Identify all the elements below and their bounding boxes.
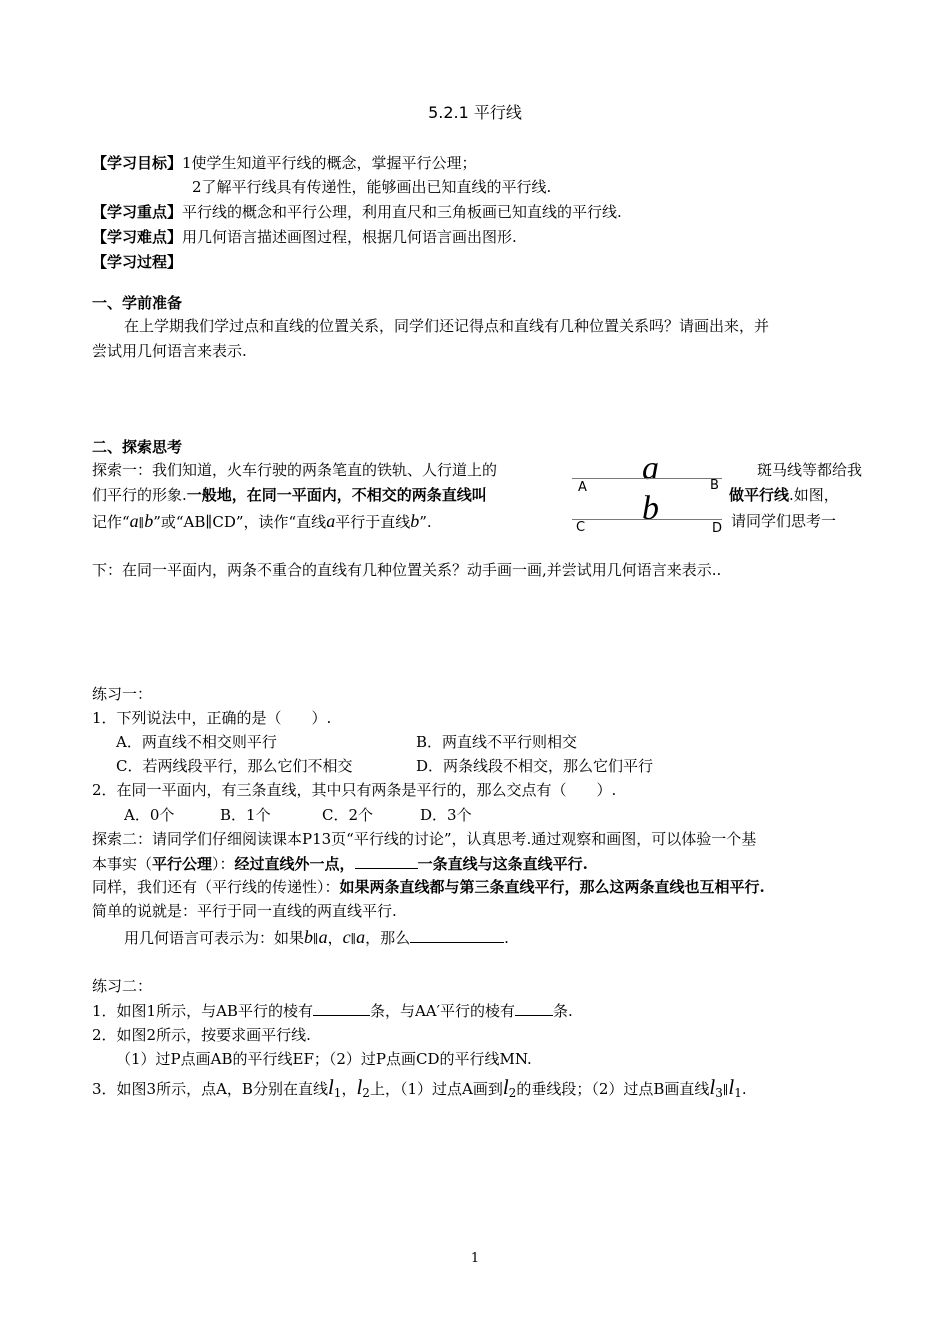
var-l: l xyxy=(356,1075,363,1099)
parallel-definition: 一般地，在同一平面内，不相交的两条直线叫 xyxy=(186,486,487,504)
explore1-line-2-left xyxy=(92,485,487,505)
explore1-line-1-left: 探索一：我们知道，火车行驶的两条笔直的铁轨、人行道上的 xyxy=(92,461,498,479)
difficulties-line xyxy=(92,227,517,247)
difficulties-label: 【学习难点】 xyxy=(92,228,183,246)
text-segment: 平行于直线 xyxy=(335,513,411,531)
objectives-line-1 xyxy=(92,153,477,173)
line-ab xyxy=(572,478,722,479)
practice1-q1-option-a: A．两直线不相交则平行 xyxy=(116,733,277,751)
objective-2: 2了解平行线具有传递性，能够画出已知直线的平行线. xyxy=(192,178,552,196)
difficulties-text: 用几何语言描述画图过程，根据几何语言画出图形. xyxy=(182,228,517,246)
text-segment: ”. xyxy=(419,513,432,531)
explore1-line-2-right xyxy=(729,485,839,505)
point-c: C xyxy=(576,520,586,535)
practice1-q2-option-d: D．3个 xyxy=(420,806,472,824)
text-segment: 条，与AA′平行的棱有 xyxy=(369,1002,516,1020)
parallel-symbol: ∥ xyxy=(313,932,319,946)
var-l: l xyxy=(709,1075,716,1099)
practice2-q1 xyxy=(92,1000,573,1021)
key-points-text: 平行线的概念和平行公理，利用直尺和三角板画已知直线的平行线. xyxy=(182,203,622,221)
parallel-symbol: ∥ xyxy=(350,932,357,946)
text-segment: ）： xyxy=(212,855,235,873)
parallel-symbol: ∥ xyxy=(138,516,145,530)
line-cd xyxy=(572,519,722,520)
text-segment: ， xyxy=(341,1080,357,1098)
parallel-axiom-text: 经过直线外一点， xyxy=(234,855,355,873)
parallel-axiom-text-end: 一条直线与这条直线平行. xyxy=(417,855,588,873)
text-segment: ，那么 xyxy=(365,929,411,947)
practice1-q2-option-b: B．1个 xyxy=(220,806,271,824)
section1-text-2: 尝试用几何语言来表示. xyxy=(92,342,247,360)
parallel-lines-figure xyxy=(572,452,722,534)
practice1-q1: 1．下列说法中，正确的是（ ）. xyxy=(92,709,332,727)
var-a: a xyxy=(356,927,366,947)
practice2-heading: 练习二： xyxy=(92,977,153,995)
explore2-line-1: 探索二：请同学们仔细阅读课本P13页“平行线的讨论”，认真思考.通过观察和画图，可以体验一个基 xyxy=(92,830,757,848)
text-segment: 记作“ xyxy=(92,513,130,531)
parallel-axiom-label: 平行公理 xyxy=(152,855,213,873)
var-c: c xyxy=(342,927,351,947)
var-b: b xyxy=(304,927,314,947)
explore1-text-right: .如图， xyxy=(789,486,839,504)
explore1-line-1-right: 斑马线等都给我 xyxy=(757,461,863,479)
text-segment: 3．如图3所示，点A，B分别在直线 xyxy=(92,1080,328,1098)
practice1-heading: 练习一： xyxy=(92,685,153,703)
var-l: l xyxy=(502,1075,509,1099)
objectives-label: 【学习目标】 xyxy=(92,154,183,172)
practice1-q2: 2．在同一平面内，有三条直线，其中只有两条是平行的，那么交点有（ ）. xyxy=(92,781,617,799)
explore2-line-4: 简单的说就是：平行于同一直线的两直线平行. xyxy=(92,902,397,920)
objective-1: 1使学生知道平行线的概念，掌握平行公理； xyxy=(182,154,477,172)
explore1-text: 们平行的形象. xyxy=(92,486,187,504)
section2-heading: 二、探索思考 xyxy=(92,438,183,456)
practice1-q1-option-b: B．两直线不平行则相交 xyxy=(416,733,578,751)
section1-text-1: 在上学期我们学过点和直线的位置关系，同学们还记得点和直线有几种位置关系吗？请画出来，并 xyxy=(124,317,770,335)
text-segment: 同样，我们还有（平行线的传递性）： xyxy=(92,878,340,896)
ab-edges-blank[interactable] xyxy=(313,1000,370,1016)
explore1-line-3-right: 请同学们思考一 xyxy=(731,512,837,530)
var-l: l xyxy=(728,1075,735,1099)
page-title: 5.2.1 平行线 xyxy=(428,103,522,122)
text-segment: 条. xyxy=(553,1002,573,1020)
practice1-q2-option-a: A．0个 xyxy=(124,806,175,824)
subscript: 2 xyxy=(508,1086,517,1100)
point-a: A xyxy=(578,480,587,495)
var-b: b xyxy=(144,511,154,531)
text-segment: . xyxy=(504,929,509,947)
practice1-q1-option-d: D．两条线段不相交，那么它们平行 xyxy=(416,757,654,775)
subscript: 1 xyxy=(734,1086,742,1100)
explore2-line-2 xyxy=(92,853,588,874)
subscript: 1 xyxy=(333,1086,342,1100)
text-segment: 用几何语言可表示为：如果 xyxy=(124,929,305,947)
point-b: B xyxy=(710,478,719,493)
subscript: 3 xyxy=(715,1086,723,1100)
subscript: 2 xyxy=(362,1086,370,1100)
process-label: 【学习过程】 xyxy=(92,253,183,271)
page-number: 1 xyxy=(470,1251,480,1266)
var-a: a xyxy=(129,511,139,531)
parallel-symbol: ∥ xyxy=(722,1083,729,1097)
conclusion-blank[interactable] xyxy=(410,927,504,943)
practice2-q3 xyxy=(92,1077,747,1100)
text-segment: 的垂线段；（2）过点B画直线 xyxy=(516,1080,710,1098)
text-segment: 本事实（ xyxy=(92,855,153,873)
text-segment: 1．如图1所示，与AB平行的棱有 xyxy=(92,1002,313,1020)
point-d: D xyxy=(712,521,723,536)
var-l: l xyxy=(327,1075,334,1099)
practice2-q2: 2．如图2所示，按要求画平行线. xyxy=(92,1026,311,1044)
var-a: a xyxy=(318,927,328,947)
var-a: a xyxy=(326,511,336,531)
explore1-line-4: 下：在同一平面内，两条不重合的直线有几种位置关系？动手画一画,并尝试用几何语言来表示.. xyxy=(92,561,722,579)
axiom-blank[interactable] xyxy=(355,853,418,869)
transitivity-statement: 如果两条直线都与第三条直线平行，那么这两条直线也互相平行. xyxy=(339,878,765,896)
explore2-line-3 xyxy=(92,877,765,897)
practice2-q2-sub: （1）过P点画AB的平行线EF；（2）过P点画CD的平行线MN. xyxy=(116,1050,532,1068)
explore2-line-5 xyxy=(124,927,509,949)
parallel-term: 做平行线 xyxy=(729,486,790,504)
text-segment: ， xyxy=(327,929,343,947)
label-b: b xyxy=(642,490,659,527)
key-points-line xyxy=(92,202,622,222)
var-b: b xyxy=(410,511,420,531)
explore1-line-3-left xyxy=(92,511,432,533)
key-points-label: 【学习重点】 xyxy=(92,203,183,221)
practice1-q1-option-c: C．若两线段平行，那么它们不相交 xyxy=(116,757,353,775)
text-segment: ”或“AB∥CD”，读作“直线 xyxy=(153,513,327,531)
section1-heading: 一、学前准备 xyxy=(92,294,183,312)
practice1-q2-option-c: C．2个 xyxy=(322,806,374,824)
text-segment: . xyxy=(741,1080,747,1098)
label-a: a xyxy=(642,450,659,487)
text-segment: 上，（1）过点A画到 xyxy=(369,1080,503,1098)
aa-edges-blank[interactable] xyxy=(515,1000,553,1016)
